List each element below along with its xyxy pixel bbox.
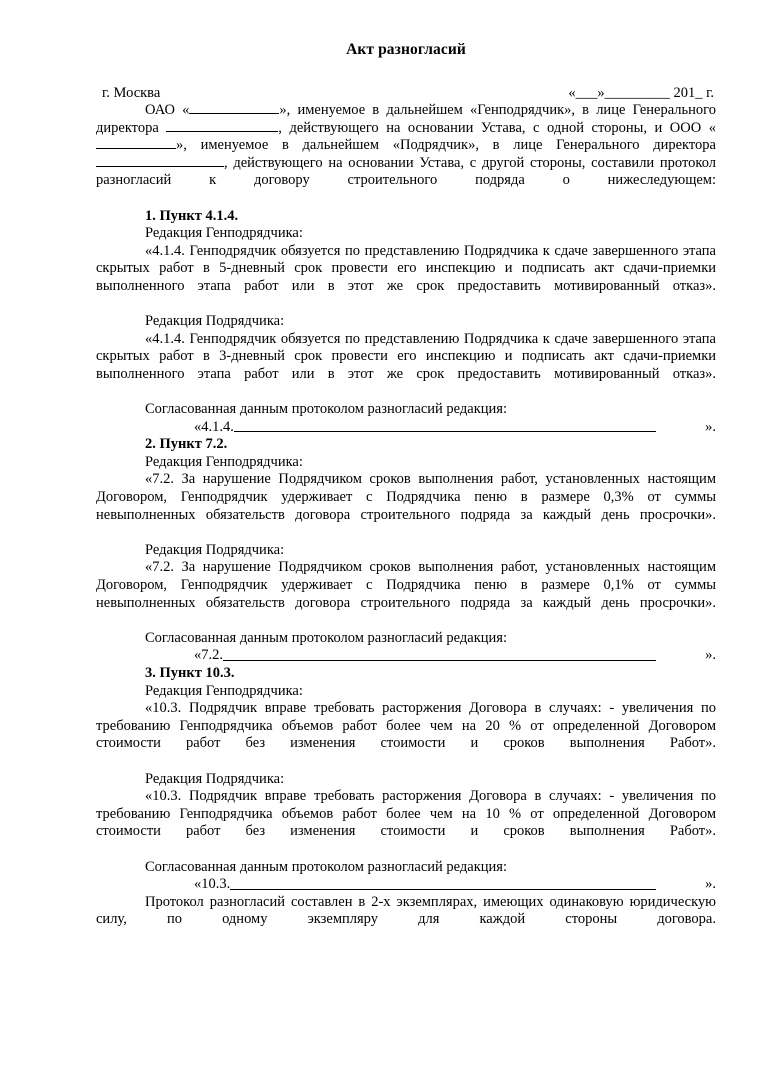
- section-1-gen-label: Редакция Генподрядчика:: [145, 225, 303, 242]
- section-3-pod-text: «10.3. Подрядчик вправе требовать расторжения Договора в случаях: - увеличения по требованию Генподрядчика объемов работ более чем на 10 % от определенной Договором стоимости работ без изменения стоимости и сроков выполнения Работ».: [96, 788, 716, 840]
- date-bar: [96, 85, 716, 102]
- organization-name-field-1[interactable]: [189, 113, 279, 114]
- section-2-gen-label: Редакция Генподрядчика:: [145, 453, 303, 470]
- intro-part-3: , действующего на основании Устава, с одной стороны, и ООО «: [278, 119, 716, 136]
- section-1-agreed-label: Согласованная данным протоколом разногласий редакция:: [145, 401, 508, 418]
- organization-name-field-2[interactable]: [96, 148, 176, 149]
- section-1-pod-label: Редакция Подрядчика:: [145, 313, 285, 330]
- section-3-gen-label: Редакция Генподрядчика:: [145, 682, 303, 699]
- section-1-agreed-input[interactable]: [234, 419, 656, 437]
- section-2-agreed-label: Согласованная данным протоколом разногласий редакция:: [145, 629, 508, 646]
- document-content: [96, 0, 716, 947]
- section-3-agreed-lead: «10.3.: [194, 876, 231, 893]
- section-heading-3: 3. Пункт 10.3.: [145, 665, 235, 681]
- section-2-agreed-input[interactable]: [223, 647, 656, 665]
- section-3-agreed-label: Согласованная данным протоколом разногласий редакция:: [145, 858, 508, 875]
- section-3-agreed-input[interactable]: [230, 876, 656, 894]
- closing-paragraph: Протокол разногласий составлен в 2-х экземплярах, имеющих одинаковую юридическую силу, по одному экземпляру для каждой стороны договора.: [96, 893, 716, 928]
- pod-director-name-field[interactable]: [96, 166, 224, 167]
- section-1-gen-text: «4.1.4. Генподрядчик обязуется по представлению Подрядчика к сдаче завершенного этапа скрытых работ в 5-дневный срок провести его инспекцию и подписать акт сдачи-приемки выполненного этапа работ или в этот же срок предоставить мотивированный отказ».: [96, 242, 716, 294]
- intro-part-2: », именуемое в дальнейшем «Генподрядчик», в лице Генерального директора: [96, 102, 716, 136]
- city-label: г. Москва: [102, 85, 161, 101]
- intro-part-5: , действующего на основании Устава, с другой стороны, составили протокол разногласий к договору строительного подряда о нижеследующем:: [96, 154, 716, 189]
- date-field: «___»_________ 201_ г.: [568, 85, 714, 101]
- section-2-pod-label: Редакция Подрядчика:: [145, 541, 285, 558]
- page-title: Акт разногласий: [346, 41, 466, 58]
- section-1-agreed-quote-close: ».: [705, 418, 716, 435]
- section-3-gen-text: «10.3. Подрядчик вправе требовать расторжения Договора в случаях: - увеличения по требованию Генподрядчика объемов работ более чем на 20 % от определенной Договором стоимости работ без изменения стоимости и сроков выполнения Работ».: [96, 700, 716, 752]
- section-3-pod-label: Редакция Подрядчика:: [145, 770, 285, 787]
- section-1-pod-text: «4.1.4. Генподрядчик обязуется по представлению Подрядчика к сдаче завершенного этапа скрытых работ в 3-дневный срок провести его инспекцию и подписать акт сдачи-приемки выполненного этапа работ или в этот же срок предоставить мотивированный отказ».: [96, 330, 716, 382]
- section-3-agreed-quote-close: ».: [705, 876, 716, 893]
- intro-part-1: ОАО «: [145, 102, 190, 118]
- section-1-agreed-lead: «4.1.4.: [194, 418, 234, 435]
- section-1-agreed-fill-row: [96, 419, 716, 437]
- gen-director-name-field[interactable]: [166, 131, 278, 132]
- section-2-agreed-fill-row: [96, 647, 716, 665]
- section-2-pod-text: «7.2. За нарушение Подрядчиком сроков выполнения работ, установленных настоящим Договором, Генподрядчик удерживает с Подрядчика пеню в размере 0,1% от суммы невыполненных обязательств договора строительного подряда за каждый день просрочки».: [96, 559, 716, 611]
- section-2-gen-text: «7.2. За нарушение Подрядчиком сроков выполнения работ, установленных настоящим Договором, Генподрядчик удерживает с Подрядчика пеню в размере 0,3% от суммы невыполненных обязательств договора строительного подряда за каждый день просрочки».: [96, 471, 716, 523]
- intro-part-4: », именуемое в дальнейшем «Подрядчик», в лице Генерального директора: [176, 137, 716, 154]
- section-3-agreed-fill-row: [96, 876, 716, 894]
- section-heading-1: 1. Пункт 4.1.4.: [145, 207, 239, 224]
- section-2-agreed-lead: «7.2.: [194, 647, 223, 664]
- intro-paragraph: [96, 102, 716, 208]
- section-2-agreed-quote-close: ».: [705, 647, 716, 664]
- section-heading-2: 2. Пункт 7.2.: [145, 436, 228, 453]
